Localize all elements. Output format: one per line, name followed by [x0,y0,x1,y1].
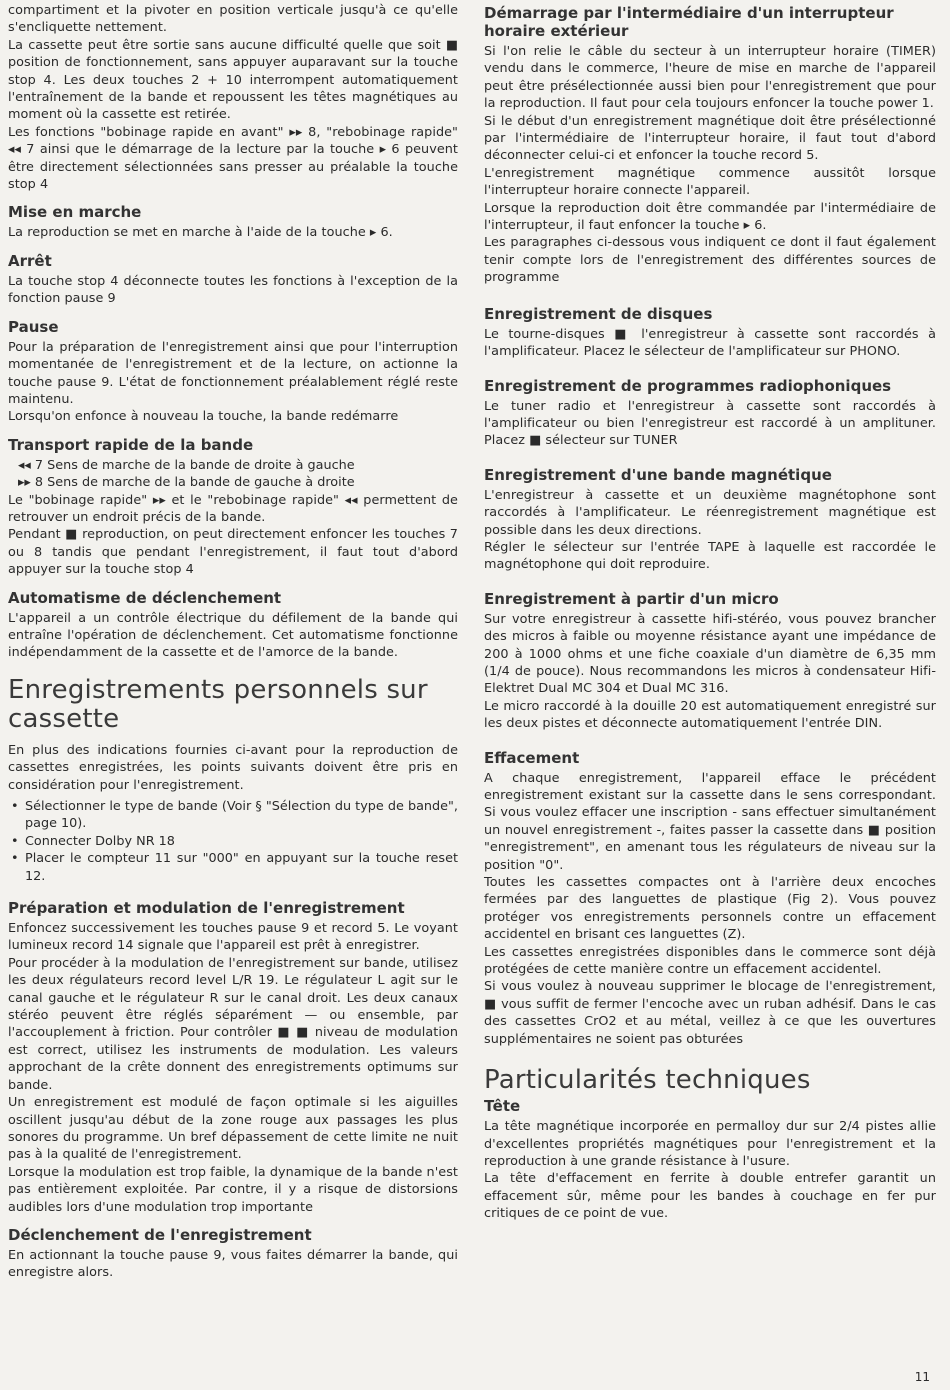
heading-transport: Transport rapide de la bande [8,435,254,454]
heading-automatisme: Automatisme de déclenchement [8,588,282,607]
transport-text-1: Le "bobinage rapide" ▸▸ et le "rebobinage rapide" ◂◂ permettent de retrouver un endroit précis de la bande. [8,492,458,525]
heading-disques: Enregistrement de disques [484,304,713,323]
effacement-text-2: Toutes les cassettes compactes ont à l'arrière deux encoches fermées par des languettes de plastique (Fig 2). Vous pouvez protéger vos enregistrements personnels contre un effacement accidentel en brisant ces languettes (Z). [484,875,936,943]
intro-paragraph-2: La cassette peut être sortie sans aucune difficulté quelle que soit ■ position de fonctionnement, sans appuyer auparavant sur la touche stop 4. Les deux touches 2 + 10 interrompent automatiquement l'entraînement de la bande et repoussent les têtes magnétiques au moment où la cassette est retirée. [8,37,458,123]
bullet-list [8,798,458,885]
section-title-enregistrements: Enregistrements personnels sur cassette [8,674,428,734]
tete-text-1: La tête magnétique incorporée en permalloy dur sur 2/4 pistes allie d'excellentes propriétés magnétiques pour l'enregistrement et la reproduction à une grande résistance à l'usure. [484,1119,936,1169]
bullet-item: • Connecter Dolby NR 18 [8,833,458,850]
transport-item-rewind: ◂◂ 7 Sens de marche de la bande de droite à gauche [18,457,355,473]
heading-preparation: Préparation et modulation de l'enregistrement [8,899,405,918]
mise-en-marche-text: La reproduction se met en marche à l'aide de la touche ▸ 6. [8,225,393,241]
preparation-text-4: Lorsque la modulation est trop faible, la dynamique de la bande n'est pas entièrement exploitée. Par contre, il y a risque de distorsions audibles lors d'une modulation trop importante [8,1164,458,1215]
left-column [8,0,458,1282]
intro-paragraph-1: compartiment et la pivoter en position verticale jusqu'à ce qu'elle s'encliquette nettement. [8,3,458,36]
bullet-item: • Placer le compteur 11 sur "000" en appuyant sur la touche reset 12. [8,850,458,885]
declenchement-text: En actionnant la touche pause 9, vous faites démarrer la bande, qui enregistre alors. [8,1247,458,1281]
section-intro: En plus des indications fournies ci-avant pour la reproduction de cassettes enregistrées, les points suivants doivent être pris en considération pour l'enregistrement. [8,742,458,793]
bullet-item: • Sélectionner le type de bande (Voir § "Sélection du type de bande", page 10). [8,798,458,833]
pause-text-2: Lorsqu'on enfonce à nouveau la touche, la bande redémarre [8,409,399,425]
heading-micro: Enregistrement à partir d'un micro [484,589,779,608]
micro-text-2: Le micro raccordé à la douille 20 est automatiquement enregistré sur les deux pistes et déconnecte automatiquement l'entrée DIN. [484,698,936,732]
right-column [484,0,936,1223]
effacement-text-4: Si vous voulez à nouveau supprimer le blocage de l'enregistrement, ■ vous suffit de fermer l'encoche avec un ruban adhésif. Dans le cas des cassettes CrO2 et au métal, veillez à ce que les ouvertures supplémentaires ne soient pas obturées [484,979,936,1047]
heading-tete: Tête [484,1097,521,1116]
demarrage-text-3: L'enregistrement magnétique commence aussitôt lorsque l'interrupteur horaire connecte l'appareil. [484,165,936,199]
heading-arret: Arrêt [8,251,52,270]
heading-bande: Enregistrement d'une bande magnétique [484,465,832,484]
demarrage-text-4: Lorsque la reproduction doit être commandée par l'intermédiaire de l'interrupteur, il faut enfoncer la touche ▸ 6. [484,200,936,234]
transport-item-forward: ▸▸ 8 Sens de marche de la bande de gauche à droite [18,475,355,491]
bande-text-1: L'enregistreur à cassette et un deuxième magnétophone sont raccordés à l'amplificateur. Le réenregistrement magnétique est possible dans les deux directions. [484,487,936,538]
heading-pause: Pause [8,317,59,336]
page-number: 11 [914,1370,930,1384]
micro-text-1: Sur votre enregistreur à cassette hifi-stéréo, vous pouvez brancher des micros à faible ou moyenne résistance ayant une impédance de 200 à 1000 ohms et une fiche coaxiale d'un diamètre de 6,35 mm (1/4 de pouce). Nous recommandons les micros à condensateur Hifi-Elektret Dual MC 304 et Dual MC 316. [484,611,936,697]
radio-text: Le tuner radio et l'enregistreur à cassette sont raccordés à l'amplificateur ou bien l'enregistreur est raccordé à un amplituner. Placez ■ sélecteur sur TUNER [484,398,936,449]
heading-declenchement: Déclenchement de l'enregistrement [8,1225,312,1244]
intro-paragraph-3: Les fonctions "bobinage rapide en avant" ▸▸ 8, "rebobinage rapide" ◂◂ 7 ainsi que le démarrage de la lecture par la touche ▸ 6 peuvent être directement sélectionnées sans presser au préalable la touche stop 4 [8,124,458,193]
preparation-text-2: Pour procéder à la modulation de l'enregistrement sur bande, utilisez les deux régulateurs record level L/R 19. Le régulateur L agit sur le canal gauche et le régulateur R sur le canal droit. Les deux canaux stéréo peuvent être réglés séparément — ou ensemble, par l'accouplement à friction. Pour contrôler ■ ■ niveau de modulation est correct, utilisez les instruments de modulation. Les valeurs approchant de la crête donnent des enregistrements optimums sur bande. [8,955,458,1093]
preparation-text-1: Enfoncez successivement les touches pause 9 et record 5. Le voyant lumineux record 14 signale que l'appareil est prêt à enregistrer. [8,921,458,954]
pause-text-1: Pour la préparation de l'enregistrement ainsi que pour l'interruption momentanée de l'enregistrement et de la lecture, on actionne la touche pause 9. L'état de fonctionnement préalablement réglé reste maintenu. [8,339,458,407]
demarrage-text-5: Les paragraphes ci-dessous vous indiquent ce dont il faut également tenir compte lors de l'enregistrement des différentes sources de programme [484,235,936,286]
arret-text: La touche stop 4 déconnecte toutes les fonctions à l'exception de la fonction pause 9 [8,273,458,307]
transport-text-2: Pendant ■ reproduction, on peut directement enfoncer les touches 7 ou 8 tandis que pendant l'enregistrement, il faut tout d'abord appuyer sur la touche stop 4 [8,527,458,578]
transport-list [8,457,458,492]
heading-mise-en-marche: Mise en marche [8,203,142,222]
effacement-text-3: Les cassettes enregistrées disponibles dans le commerce sont déjà protégées de cette manière contre un effacement accidentel. [484,944,936,978]
demarrage-text-2: Si le début d'un enregistrement magnétique doit être présélectionné par l'intermédiaire de l'interrupteur horaire, il faut tout d'abord déconnecter celui-ci et enfoncer la touche record 5. [484,113,936,164]
tete-text-2: La tête d'effacement en ferrite à double entrefer garantit un effacement sûr, même pour les bandes à couchage en fer pur critiques de ce point de vue. [484,1171,936,1222]
demarrage-text-1: Si l'on relie le câble du secteur à un interrupteur horaire (TIMER) vendu dans le commerce, l'heure de mise en marche de l'appareil peut être présélectionnée aussi bien pour l'enregistrement que pour la reproduction. Il faut pour cela toujours enfoncer la touche power 1. [484,44,936,112]
heading-demarrage: Démarrage par l'intermédiaire d'un interrupteur horaire extérieur [484,4,894,40]
section-title-particularites: Particularités techniques [484,1065,811,1096]
bande-text-2: Régler le sélecteur sur l'entrée TAPE à laquelle est raccordée le magnétophone qui doit reproduire. [484,539,936,573]
heading-radio: Enregistrement de programmes radiophoniques [484,376,892,395]
heading-effacement: Effacement [484,748,580,767]
preparation-text-3: Un enregistrement est modulé de façon optimale si les aiguilles oscillent jusqu'au début de la zone rouge aux passages les plus sonores du programme. Un bref dépassement de cette limite ne nuit pas à la qualité de l'enregistrement. [8,1095,458,1163]
disques-text: Le tourne-disques ■ l'enregistreur à cassette sont raccordés à l'amplificateur. Placez le sélecteur de l'amplificateur sur PHONO. [484,326,936,360]
effacement-text-1: A chaque enregistrement, l'appareil efface le précédent enregistrement existant sur la cassette dans le sens correspondant. Si vous voulez effacer une inscription - sans effectuer simultanément un nouvel enregistrement -, faites passer la cassette dans ■ position "enregistrement", en amenant tous les régulateurs de niveau sur la position "0". [484,770,936,873]
automatisme-text: L'appareil a un contrôle électrique du défilement de la bande qui entraîne l'opération de déclenchement. Cet automatisme fonctionne indépendamment de la cassette et de l'amorce de la bande. [8,610,458,661]
